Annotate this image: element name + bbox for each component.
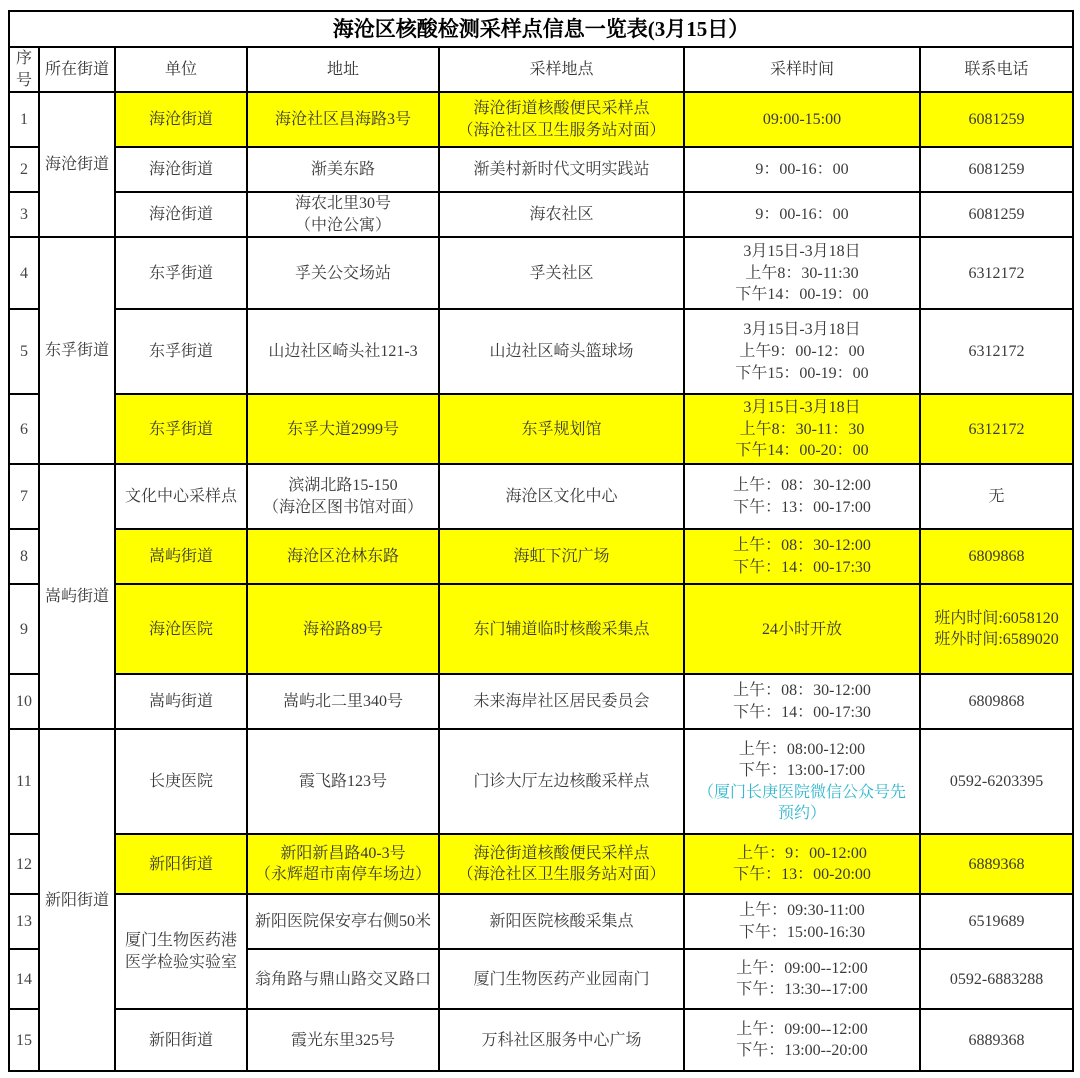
address-cell: 滨湖北路15-150 （海沧区图书馆对面）	[247, 464, 439, 529]
table-row	[9, 529, 1073, 584]
site-cell: 新阳医院核酸采集点	[439, 894, 684, 949]
column-header-5: 采样时间	[684, 47, 920, 92]
address-cell: 新阳医院保安亭右侧50米	[247, 894, 439, 949]
page-title: 海沧区核酸检测采样点信息一览表(3月15日）	[9, 11, 1073, 47]
time-cell: 上午：08：30-12:00 下午：14：00-17:30	[684, 529, 920, 584]
column-header-3: 地址	[247, 47, 439, 92]
sampling-points-table	[8, 10, 1074, 1072]
row-number: 13	[9, 894, 39, 949]
site-cell: 未来海岸社区居民委员会	[439, 674, 684, 729]
unit-cell: 厦门生物医药港 医学检验实验室	[115, 894, 247, 1009]
unit-cell: 海沧街道	[115, 92, 247, 147]
site-cell: 山边社区崎头篮球场	[439, 309, 684, 394]
row-number: 11	[9, 729, 39, 834]
phone-cell: 6889368	[920, 834, 1073, 894]
site-cell: 厦门生物医药产业园南门	[439, 949, 684, 1009]
row-number: 2	[9, 147, 39, 192]
site-cell: 万科社区服务中心广场	[439, 1009, 684, 1071]
site-cell: 孚关社区	[439, 237, 684, 309]
time-cell: 9：00-16：00	[684, 192, 920, 237]
row-number: 8	[9, 529, 39, 584]
row-number: 5	[9, 309, 39, 394]
site-cell: 渐美村新时代文明实践站	[439, 147, 684, 192]
address-cell: 海沧区沧林东路	[247, 529, 439, 584]
column-header-4: 采样地点	[439, 47, 684, 92]
phone-cell: 6312172	[920, 237, 1073, 309]
site-cell: 东孚规划馆	[439, 394, 684, 464]
appointment-note: 预约）	[777, 805, 826, 823]
table-row	[9, 584, 1073, 674]
table-row	[9, 729, 1073, 834]
street-group-cell: 海沧街道	[39, 92, 115, 237]
address-cell: 霞光东里325号	[247, 1009, 439, 1071]
time-cell: 上午：09:00--12:00 下午：13:00--20:00	[684, 1009, 920, 1071]
phone-cell: 6519689	[920, 894, 1073, 949]
phone-cell: 6312172	[920, 394, 1073, 464]
row-number: 6	[9, 394, 39, 464]
address-cell: 山边社区崎头社121-3	[247, 309, 439, 394]
phone-cell: 0592-6883288	[920, 949, 1073, 1009]
unit-cell: 嵩屿街道	[115, 529, 247, 584]
table-row	[9, 394, 1073, 464]
title-row	[9, 11, 1073, 47]
row-number: 9	[9, 584, 39, 674]
unit-cell: 东孚街道	[115, 309, 247, 394]
phone-cell: 6312172	[920, 309, 1073, 394]
address-cell: 海农北里30号 （中沧公寓）	[247, 192, 439, 237]
unit-cell: 新阳街道	[115, 1009, 247, 1071]
unit-cell: 新阳街道	[115, 834, 247, 894]
row-number: 4	[9, 237, 39, 309]
site-cell: 海农社区	[439, 192, 684, 237]
phone-cell: 6889368	[920, 1009, 1073, 1071]
time-cell: 3月15日-3月18日 上午8：30-11:30 下午14：00-19：00	[684, 237, 920, 309]
address-cell: 东孚大道2999号	[247, 394, 439, 464]
time-cell: 上午：08:00-12:00 下午：13:00-17:00 （厦门长庚医院微信公众号先 预约）	[684, 729, 920, 834]
phone-cell: 6081259	[920, 92, 1073, 147]
unit-cell: 东孚街道	[115, 394, 247, 464]
phone-cell: 6809868	[920, 529, 1073, 584]
column-header-2: 单位	[115, 47, 247, 92]
time-cell: 3月15日-3月18日 上午9：00-12：00 下午15：00-19：00	[684, 309, 920, 394]
unit-cell: 海沧街道	[115, 147, 247, 192]
phone-cell: 班内时间:6058120 班外时间:6589020	[920, 584, 1073, 674]
phone-cell: 0592-6203395	[920, 729, 1073, 834]
table-row	[9, 192, 1073, 237]
table-row	[9, 464, 1073, 529]
time-cell: 9：00-16：00	[684, 147, 920, 192]
street-group-cell: 东孚街道	[39, 237, 115, 464]
row-number: 12	[9, 834, 39, 894]
appointment-note: （厦门长庚医院微信公众号先	[697, 783, 906, 801]
time-cell: 上午：09:00--12:00 下午：13:30--17:00	[684, 949, 920, 1009]
phone-cell: 6081259	[920, 192, 1073, 237]
table-row	[9, 237, 1073, 309]
street-group-cell: 嵩屿街道	[39, 464, 115, 729]
site-cell: 海沧街道核酸便民采样点 （海沧社区卫生服务站对面）	[439, 834, 684, 894]
site-cell: 海虹下沉广场	[439, 529, 684, 584]
site-cell: 海沧区文化中心	[439, 464, 684, 529]
unit-cell: 嵩屿街道	[115, 674, 247, 729]
time-cell: 09:00-15:00	[684, 92, 920, 147]
time-cell: 上午：08：30-12:00 下午：14：00-17:30	[684, 674, 920, 729]
site-cell: 东门辅道临时核酸采集点	[439, 584, 684, 674]
phone-cell: 6081259	[920, 147, 1073, 192]
header-row	[9, 47, 1073, 92]
unit-cell: 东孚街道	[115, 237, 247, 309]
street-group-cell: 新阳街道	[39, 729, 115, 1071]
row-number: 7	[9, 464, 39, 529]
time-cell: 上午：09:30-11:00 下午：15:00-16:30	[684, 894, 920, 949]
table-row	[9, 674, 1073, 729]
address-cell: 新阳新昌路40-3号 （永辉超市南停车场边）	[247, 834, 439, 894]
time-cell: 24小时开放	[684, 584, 920, 674]
row-number: 3	[9, 192, 39, 237]
address-cell: 海沧社区昌海路3号	[247, 92, 439, 147]
address-cell: 孚关公交场站	[247, 237, 439, 309]
site-cell: 门诊大厅左边核酸采样点	[439, 729, 684, 834]
column-header-1: 所在街道	[39, 47, 115, 92]
row-number: 10	[9, 674, 39, 729]
time-cell: 上午：9：00-12:00 下午：13：00-20:00	[684, 834, 920, 894]
table-row	[9, 92, 1073, 147]
row-number: 1	[9, 92, 39, 147]
table-row	[9, 834, 1073, 894]
row-number: 15	[9, 1009, 39, 1071]
site-cell: 海沧街道核酸便民采样点 （海沧社区卫生服务站对面）	[439, 92, 684, 147]
phone-cell: 无	[920, 464, 1073, 529]
table-row	[9, 309, 1073, 394]
time-cell: 上午：08：30-12:00 下午：13：00-17:00	[684, 464, 920, 529]
unit-cell: 长庚医院	[115, 729, 247, 834]
column-header-0: 序号	[9, 47, 39, 92]
unit-cell: 文化中心采样点	[115, 464, 247, 529]
phone-cell: 6809868	[920, 674, 1073, 729]
address-cell: 霞飞路123号	[247, 729, 439, 834]
address-cell: 嵩屿北二里340号	[247, 674, 439, 729]
address-cell: 翁角路与鼎山路交叉路口	[247, 949, 439, 1009]
table-row	[9, 147, 1073, 192]
unit-cell: 海沧医院	[115, 584, 247, 674]
time-cell: 3月15日-3月18日 上午8：30-11：30 下午14：00-20：00	[684, 394, 920, 464]
address-cell: 渐美东路	[247, 147, 439, 192]
table-row	[9, 1009, 1073, 1071]
row-number: 14	[9, 949, 39, 1009]
address-cell: 海裕路89号	[247, 584, 439, 674]
table-row	[9, 894, 1073, 949]
unit-cell: 海沧街道	[115, 192, 247, 237]
column-header-6: 联系电话	[920, 47, 1073, 92]
